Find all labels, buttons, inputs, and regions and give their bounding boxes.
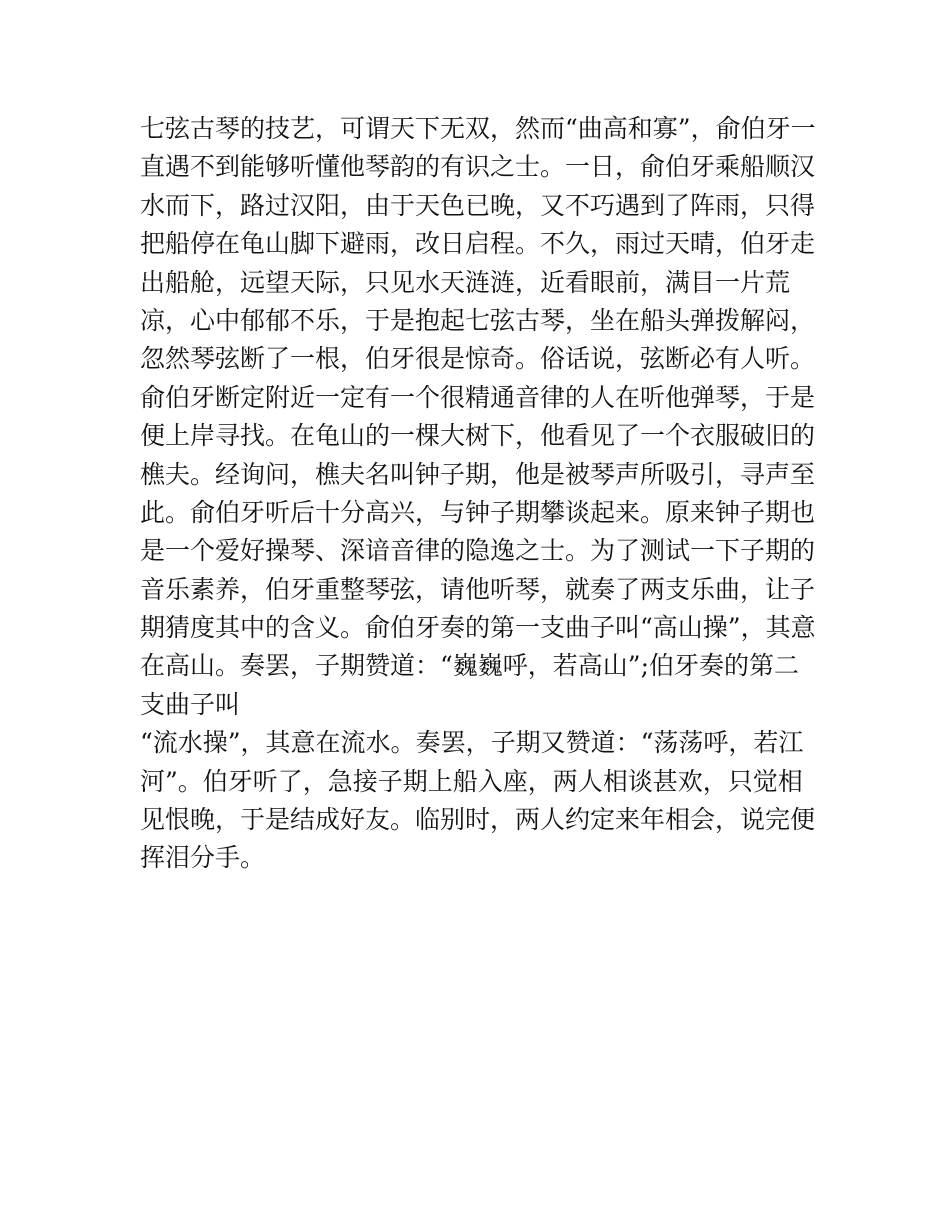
text-line: 水而下，路过汉阳，由于天色已晚，又不巧遇到了阵雨，只得 (140, 190, 816, 220)
text-line: 樵夫。经询问，樵夫名叫钟子期，他是被琴声所吸引，寻声至 (140, 459, 816, 489)
text-line: 河”。伯牙听了，急接子期上船入座，两人相谈甚欢，只觉相 (140, 766, 803, 796)
text-line: 把船停在龟山脚下避雨，改日启程。不久，雨过天晴，伯牙走 (140, 229, 816, 259)
text-line: 七弦古琴的技艺，可谓天下无双，然而“曲高和寡”，俞伯牙一 (140, 114, 816, 143)
text-line: 支曲子叫 (140, 689, 241, 719)
story-text-block (140, 110, 820, 878)
text-line: 音乐素养，伯牙重整琴弦，请他听琴，就奏了两支乐曲，让子 (140, 574, 816, 604)
text-line: 挥泪分手。 (140, 843, 266, 873)
text-line: 是一个爱好操琴、深谙音律的隐逸之士。为了测试一下子期的 (140, 536, 816, 566)
text-line: 俞伯牙断定附近一定有一个很精通音律的人在听他弹琴，于是 (140, 382, 816, 412)
text-line: 出船舱，远望天际，只见水天涟涟，近看眼前，满目一片荒 (140, 267, 791, 297)
text-line: 期猜度其中的含义。俞伯牙奏的第一支曲子叫“高山操”，其意 (140, 613, 816, 643)
text-line: 直遇不到能够听懂他琴韵的有识之士。一日，俞伯牙乘船顺汉 (140, 152, 816, 182)
text-line: 此。俞伯牙听后十分高兴，与钟子期攀谈起来。原来钟子期也 (140, 497, 816, 527)
text-line: 在高山。奏罢，子期赞道：“巍巍呼，若高山”;伯牙奏的第二 (140, 651, 799, 681)
text-line: “流水操”，其意在流水。奏罢，子期又赞道：“荡荡呼，若江 (140, 728, 804, 758)
text-line: 忽然琴弦断了一根，伯牙很是惊奇。俗话说，弦断必有人听。 (140, 344, 816, 374)
text-line: 凉，心中郁郁不乐，于是抱起七弦古琴，坐在船头弹拨解闷， (140, 305, 816, 335)
text-line: 见恨晚，于是结成好友。临别时，两人约定来年相会，说完便 (140, 805, 816, 835)
text-line: 便上岸寻找。在龟山的一棵大树下，他看见了一个衣服破旧的 (140, 421, 816, 451)
